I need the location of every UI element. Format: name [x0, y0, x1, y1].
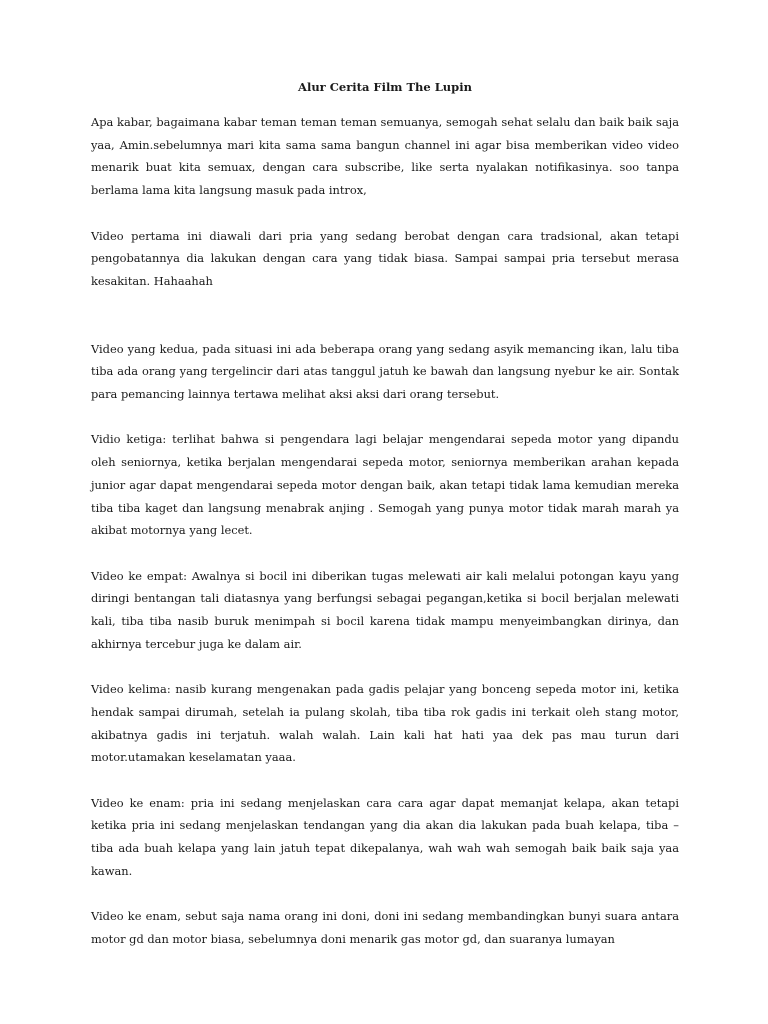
paragraph-video-5: Video kelima: nasib kurang mengenakan pada gadis pelajar yang bonceng sepeda motor ini, ketika hendak sampai dirumah, setelah ia pulang skolah, tiba tiba rok gadis ini terkait oleh stang motor, akibatnya gadis ini terjatuh. walah walah. Lain kali hat hati yaa dek pas mau turun dari motor.utamakan keselamatan yaaa.	[91, 682, 679, 765]
paragraph-video-3: Vidio ketiga: terlihat bahwa si pengendara lagi belajar mengendarai sepeda motor yang dipandu oleh seniornya, ketika berjalan mengendarai sepeda motor, seniornya memberikan arahan kepada junior agar dapat mengendarai sepeda motor dengan baik, akan tetapi tidak lama kemudian mereka tiba tiba kaget dan langsung menabrak anjing . Semogah yang punya motor tidak marah marah ya akibat motornya yang lecet.	[91, 432, 679, 538]
paragraph-video-1: Video pertama ini diawali dari pria yang sedang berobat dengan cara tradsional, akan tetapi pengobatannya dia lakukan dengan cara yang tidak biasa. Sampai sampai pria tersebut merasa kesakitan. Hahaahah	[91, 228, 679, 288]
paragraph-intro: Apa kabar, bagaimana kabar teman teman teman semuanya, semogah sehat selalu dan baik baik saja yaa, Amin.sebelumnya mari kita sama sama bangun channel ini agar bisa memberikan video video menarik buat kita semuax, dengan cara subscribe, like serta nyalakan notifikasinya. soo tanpa berlama lama kita langsung masuk pada introx,	[91, 115, 679, 198]
paragraph-video-6b: Video ke enam, sebut saja nama orang ini doni, doni ini sedang membandingkan bunyi suara antara motor gd dan motor biasa, sebelumnya doni menarik gas motor gd, dan suaranya lumayan	[91, 909, 679, 946]
paragraph-video-2: Video yang kedua, pada situasi ini ada beberapa orang yang sedang asyik memancing ikan, lalu tiba tiba ada orang yang tergelincir dari atas tanggul jatuh ke bawah dan langsung nyebur ke air. Sontak para pemancing lainnya tertawa melihat aksi aksi dari orang tersebut.	[91, 341, 679, 402]
paragraph-video-4: Video ke empat: Awalnya si bocil ini diberikan tugas melewati air kali melalui potongan kayu yang diringi bentangan tali diatasnya yang berfungsi sebagai pegangan,ketika si bocil berjalan melewati kali, tiba tiba nasib buruk menimpah si bocil karena tidak mampu menyeimbangkan dirinya, dan akhirnya tercebur juga ke dalam air.	[91, 568, 679, 651]
document-title: Alur Cerita Film The Lupin	[298, 80, 472, 94]
paragraph-video-6: Video ke enam: pria ini sedang menjelaskan cara cara agar dapat memanjat kelapa, akan tetapi ketika pria ini sedang menjelaskan tendangan yang dia akan dia lakukan pada buah kelapa, tiba – tiba ada buah kelapa yang lain jatuh tepat dikepalanya, wah wah wah semogah baik baik saja yaa kawan.	[91, 795, 679, 878]
